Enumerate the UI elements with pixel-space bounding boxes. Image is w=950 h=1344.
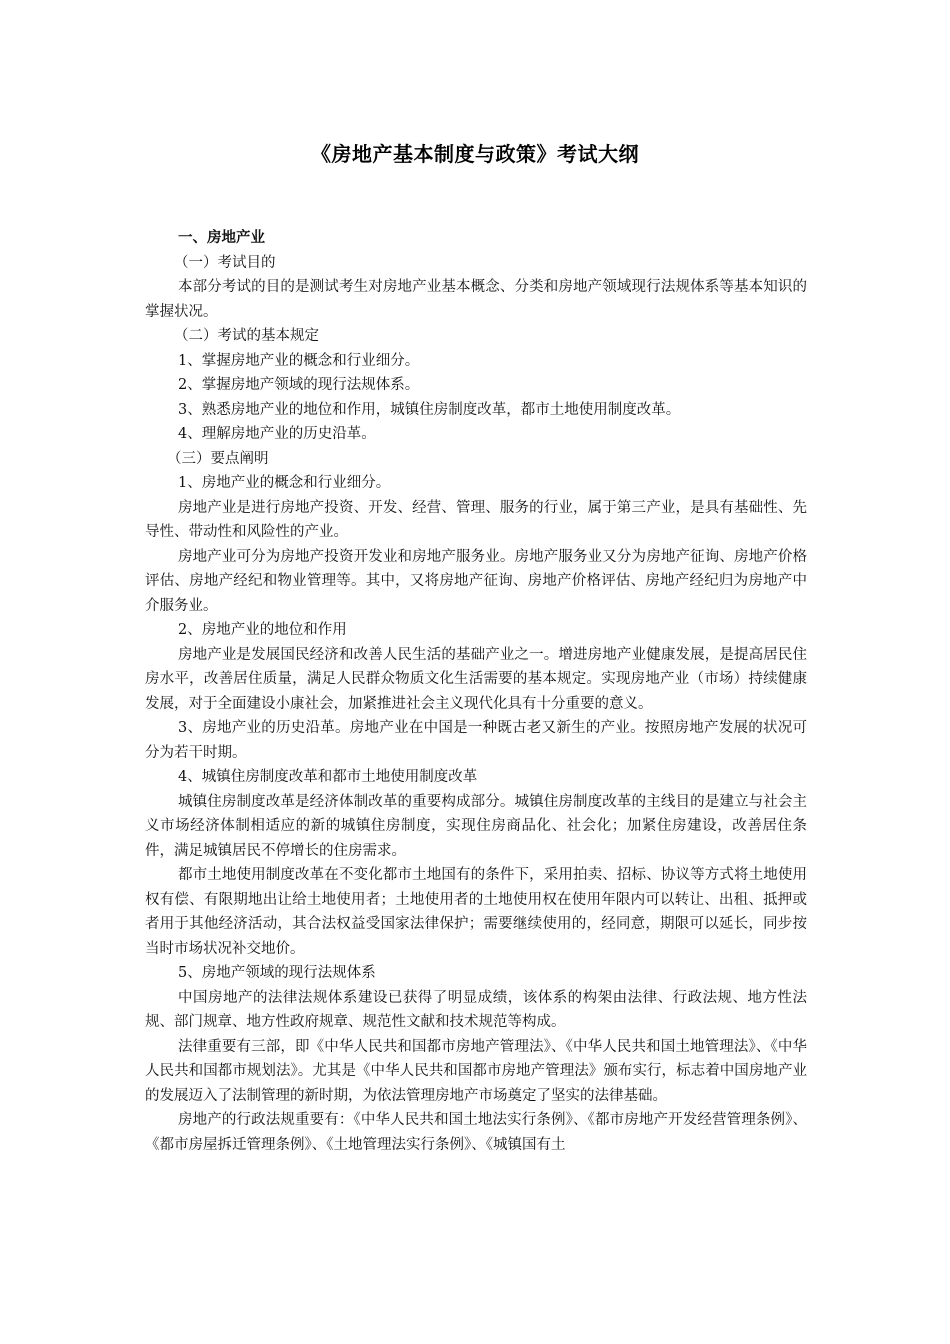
body-paragraph: 4、城镇住房制度改革和都市土地使用制度改革 <box>178 769 478 785</box>
body-paragraph: 3、房地产业的历史沿革。房地产业在中国是一种既古老又新生的产业。按照房地产发展的状况可分为若干时期。 <box>145 720 807 761</box>
body-paragraph: 2、掌握房地产领域的现行法规体系。 <box>178 377 420 393</box>
body-paragraph: 4、理解房地产业的历史沿革。 <box>178 426 376 442</box>
subsection-heading: （一）考试目的 <box>174 254 276 271</box>
subsection-heading: （二）考试的基本规定 <box>174 328 319 344</box>
body-paragraph: 中国房地产的法律法规体系建设已获得了明显成绩，该体系的构架由法律、行政法规、地方性法规、部门规章、地方性政府规章、规范性文献和技术规范等构成。 <box>145 989 807 1030</box>
body-paragraph: 1、房地产业的概念和行业细分。 <box>178 475 391 491</box>
body-paragraph: 房地产业是发展国民经济和改善人民生活的基础产业之一。增进房地产业健康发展，是提高居民住房水平，改善居住质量，满足人民群众物质文化生活需要的基本规定。实现房地产业（市场）持续健康发展，对于全面建设小康社会，加紧推进社会主义现代化具有十分重要的意义。 <box>145 646 807 712</box>
body-paragraph: 5、房地产领域的现行法规体系 <box>178 965 376 981</box>
body-paragraph: 法律重要有三部，即《中华人民共和国都市房地产管理法》、《中华人民共和国土地管理法》、《中华人民共和国都市规划法》。尤其是《中华人民共和国都市房地产管理法》颁布实行，标志着中国房地产业的发展迈入了法制管理的新时期，为依法管理房地产市场奠定了坚实的法律基础。 <box>145 1038 807 1104</box>
body-paragraph: 房地产的行政法规重要有：《中华人民共和国土地法实行条例》、《都市房地产开发经营管理条例》、《都市房屋拆迁管理条例》、《土地管理法实行条例》、《城镇国有土 <box>145 1112 807 1153</box>
body-paragraph: 2、房地产业的地位和作用 <box>178 622 347 638</box>
body-paragraph: 1、掌握房地产业的概念和行业细分。 <box>178 352 420 369</box>
body-paragraph: 房地产业是进行房地产投资、开发、经营、管理、服务的行业，属于第三产业，是具有基础性、先导性、带动性和风险性的产业。 <box>145 499 807 540</box>
body-paragraph: 都市土地使用制度改革在不变化都市土地国有的条件下，采用拍卖、招标、协议等方式将土地使用权有偿、有限期地出让给土地使用者；土地使用者的土地使用权在使用年限内可以转让、出租、抵押或者用于其他经济活动，其合法权益受国家法律保护；需要继续使用的，经同意，期限可以延长，同步按当时市场状况补交地价。 <box>145 867 807 957</box>
body-paragraph: 房地产业可分为房地产投资开发业和房地产服务业。房地产服务业又分为房地产征询、房地产价格评估、房地产经纪和物业管理等。其中，又将房地产征询、房地产价格评估、房地产经纪归为房地产中介服务业。 <box>145 548 807 614</box>
document-title: 《房地产基本制度与政策》考试大纲 <box>311 142 639 166</box>
subsection-heading: （三）要点阐明 <box>167 450 269 467</box>
body-paragraph: 城镇住房制度改革是经济体制改革的重要构成部分。城镇住房制度改革的主线目的是建立与社会主义市场经济体制相适应的新的城镇住房制度，实现住房商品化、社会化；加紧住房建设，改善居住条件，满足城镇居民不停增长的住房需求。 <box>145 793 807 859</box>
document-body <box>145 226 807 1157</box>
section-heading: 一、房地产业 <box>178 230 265 246</box>
body-paragraph: 3、熟悉房地产业的地位和作用，城镇住房制度改革，都市土地使用制度改革。 <box>178 401 681 418</box>
body-paragraph: 本部分考试的目的是测试考生对房地产业基本概念、分类和房地产领域现行法规体系等基本知识的掌握状况。 <box>145 279 807 320</box>
